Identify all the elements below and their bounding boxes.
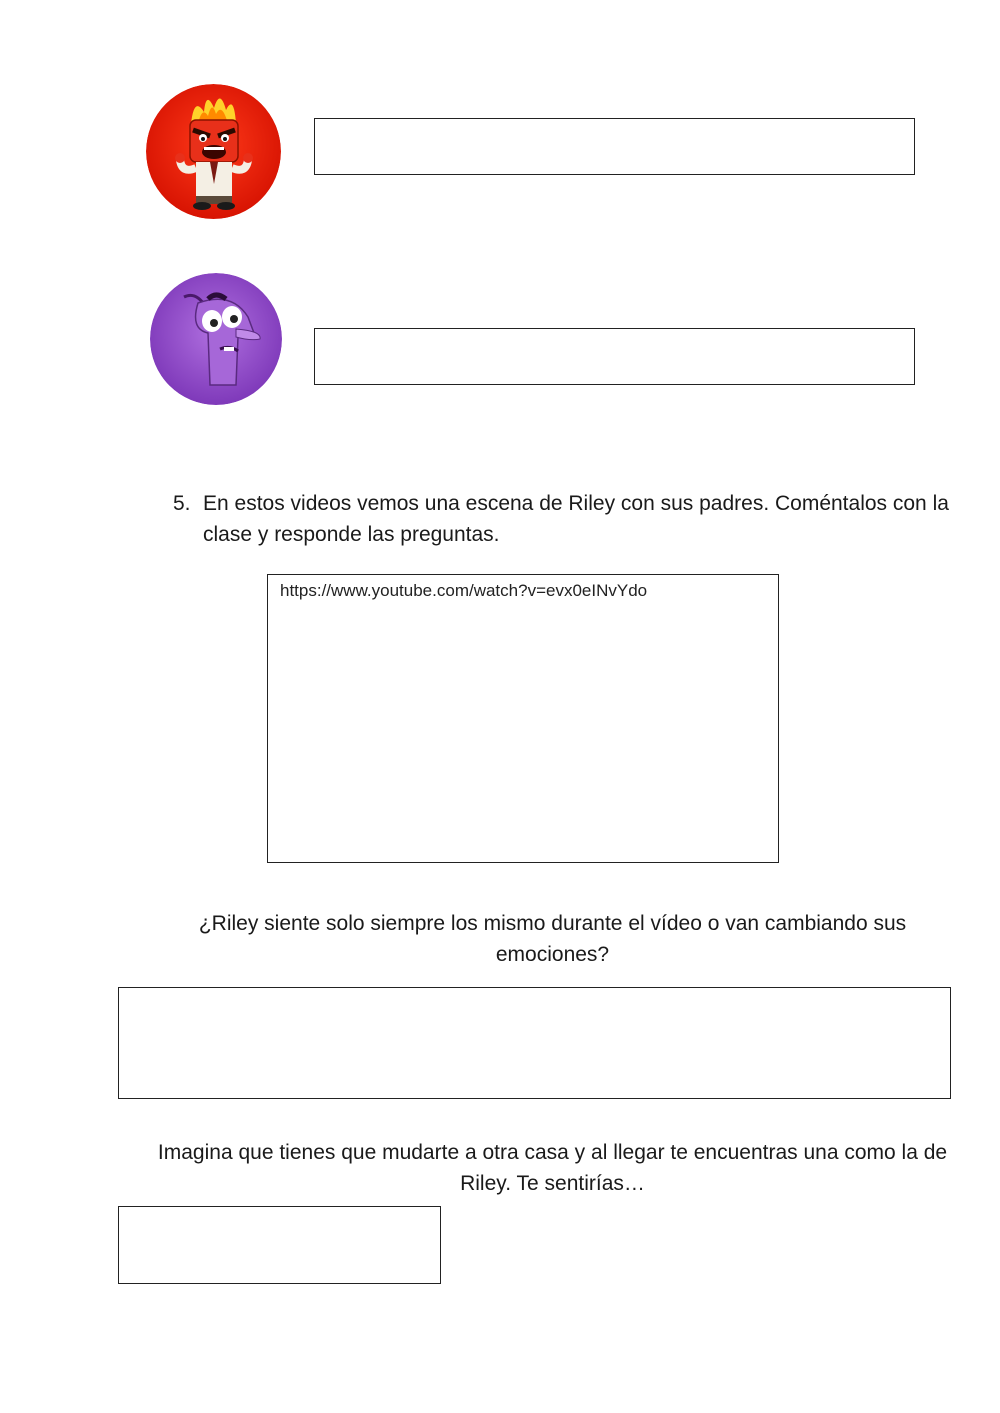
question-new-house (130, 1137, 975, 1199)
anger-character-icon (146, 84, 281, 219)
question-5-number: 5. (173, 492, 191, 515)
question-5-line2: clase y responde las preguntas. (203, 523, 500, 546)
question-emotions-change-line1: ¿Riley siente solo siempre los mismo durante el vídeo o van cambiando sus (198, 912, 907, 935)
question-emotions-change-line2: emociones? (495, 943, 610, 966)
question-5-line1: En estos videos vemos una escena de Riley con sus padres. Coméntalos con la (203, 492, 949, 515)
video-embed[interactable] (267, 574, 779, 863)
question-new-house-line1: Imagina que tienes que mudarte a otra casa y al llegar te encuentras una como la de (157, 1141, 948, 1164)
question-new-house-line2: Riley. Te sentirías… (460, 1172, 645, 1195)
question-5-text (203, 488, 963, 550)
new-house-feeling-answer-input[interactable] (118, 1206, 441, 1284)
anger-answer-input[interactable] (314, 118, 915, 175)
fear-answer-input[interactable] (314, 328, 915, 385)
emotions-change-answer-input[interactable] (118, 987, 951, 1099)
video-link[interactable]: https://www.youtube.com/watch?v=evx0eINvYdo (280, 581, 648, 600)
fear-character-icon (150, 273, 282, 405)
question-emotions-change (150, 908, 955, 970)
